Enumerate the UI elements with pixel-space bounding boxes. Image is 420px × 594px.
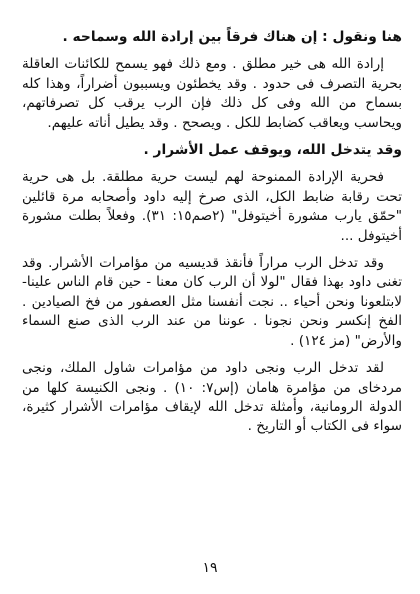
paragraph-examples: لقد تدخل الرب ونجى داود من مؤامرات شاول الملك، ونجى مردخاى من مؤامرة هامان (إس٧: ١٠) . ونجى الكنيسة كلها من الدولة الرومانية، وأمثلة تدخل الله لإيقاف مؤامرات الأشرار كثيرة، سواء فى الكتاب أو التاريخ .	[22, 360, 402, 435]
inline-bold-heading: وقد يتدخل الله، ويوقف عمل الأشرار .	[143, 142, 402, 159]
page-body	[22, 28, 402, 437]
paragraph-will-and-permission: إرادة الله هى خير مطلق . ومع ذلك فهو يسمح للكائنات العاقلة بحرية التصرف فى حدود . وقد يخطئون ويسببون أضراراً، وهذا كله بسماح من الله وفى كل ذلك فإن الرب يرقب كل تصرفاتهم، ويحاسب ويعاقب كضابط للكل . ويصحح . وقد يطيل أناته عليهم.	[22, 56, 402, 131]
paragraph-freedom-of-will: فحرية الإرادة الممنوحة لهم ليست حرية مطلقة. بل هى حرية تحت رقابة ضابط الكل، الذى صرخ إليه داود وأصحابه مرة قائلين "حمّق يارب مشورة أخيتوفل" (٢صم١٥: ٣١). وفعلاً بطلت مشورة أخيتوفل ...	[22, 169, 402, 244]
paragraph-god-intervenes: وقد تدخل الرب مراراً فأنقذ قديسيه من مؤامرات الأشرار. وقد تغنى داود بهذا فقال "لولا أن الرب كان معنا - حين قام الناس علينا- لابتلعونا ونحن أحياء .. نجت أنفسنا مثل العصفور من فخ الصيادين . الفخ إنكسر ونحن نجونا . عوننا من عند الرب الذى صنع السماء والأرض" (مز ١٢٤) .	[22, 255, 402, 349]
page-number: ١٩	[202, 560, 218, 576]
section-heading: هنا ونقول : إن هناك فرقاً بين إرادة الله وسماحه .	[62, 29, 402, 45]
